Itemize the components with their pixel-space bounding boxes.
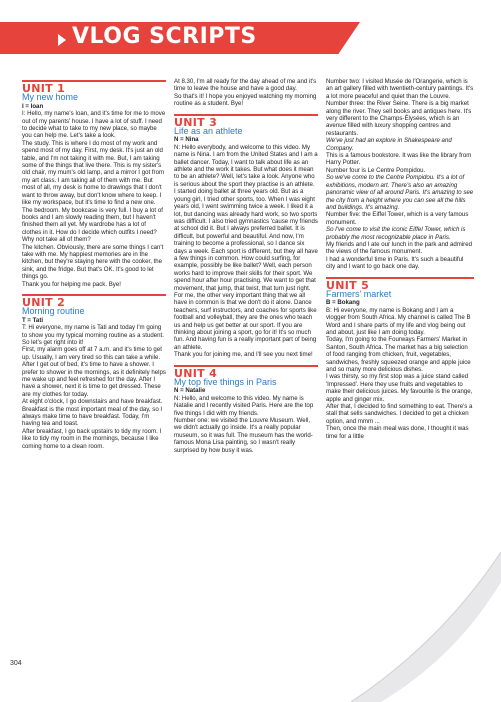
- page-title: VLOG SCRIPTS: [72, 24, 257, 49]
- column-2: [174, 78, 318, 454]
- paragraph: After breakfast, I go back upstairs to tidy my room. I like to tidy my room in the mornings, because I like coming home to a clean room.: [22, 427, 162, 450]
- paragraph: Number four is Le Centre Pompidou.: [326, 166, 426, 174]
- unit-5-speaker: B = Bokang: [326, 299, 360, 307]
- paragraph: Number two: I visited Musée de l'Orangerie, which is an art gallery filled with twentieth-century paintings. It's a lot more peaceful and quiet than the Louvre.: [326, 78, 474, 100]
- paragraph: So we've come to the Centre Pompidou. It's a lot of exhibitions, modern art. There's also an amazing panoramic view of all around Paris. It's amazing to see the city from a height where you can see all the hills and buildings. It's amazing.: [326, 174, 474, 211]
- curl-cover: [351, 552, 501, 702]
- paragraph: Today, I'm going to the Fourways Farmers' Market in Santon, South Africa. The market has a big selection of food ranging from chicken, fruit, vegetables, sandwiches, freshly squeezed orange and apple juice and so many more delicious dishes.: [326, 336, 471, 374]
- paragraph: T: Hi everyone, my name is Tati and today I'm going to show you my typical morning routine as a student. So let's get right into it!: [22, 324, 164, 346]
- paragraph: Number one: we visited the Louvre Museum. Well, we didn't actually go inside. It's a really popular museum, so it was full. The museum has the world-famous Mona Lisa painting, so I wasn't really surprised by how busy it was.: [174, 417, 313, 454]
- paragraph: At eight o'clock, I go downstairs and have breakfast. Breakfast is the most important meal of the day, so I always make time to have breakfast. Today, I'm having tea and toast.: [22, 398, 163, 428]
- unit-4-speaker: N = Natalie: [174, 387, 206, 395]
- page-curl: [351, 542, 501, 702]
- paragraph: The bedroom. My bookcase is very full. I buy a lot of books and I am slowly reading them, but I haven't finished them all yet. My wardrobe has a lot of clothes in it. How do I decide which outfits I need? Why not take all of them?: [22, 206, 163, 244]
- paragraph: So I've come to visit the iconic Eiffel Tower, which is probably the most recognizable place in Paris.: [326, 226, 466, 241]
- page-number: 304: [10, 660, 22, 667]
- paragraph: Thank you for joining me, and I'll see you next time!: [174, 351, 313, 359]
- paragraph: This is a famous bookstore. It was like the library from Harry Potter.: [326, 152, 472, 167]
- unit-5-heading: UNIT 5: [326, 277, 474, 289]
- paragraph: The kitchen. Obviously, there are some things I can't take with me. My happiest memories are in the kitchen, but they're staying here with the cooker, the sink, and the fridge. But that's OK. It's good to let things go.: [22, 243, 164, 281]
- unit-3-speaker: N = Nina: [174, 136, 199, 144]
- paragraph: I: Hello, my name's Ioan, and it's time for me to move out of my parents' house. I have a lot of stuff. I need to decide what to take to my new place, so maybe you can help me. Let's take a look.: [22, 110, 166, 140]
- paragraph: The study. This is where I do most of my work and spend most of my day. First, my desk. It's just an old table, and I'm not taking it with me. But, I am taking some of the things that live there. This is my sister's old chair, my mum's old lamp, and a mirror I got from my art class. I am taking all of them with me. But most of all, my desk is home to drawings that I don't want to throw away, but don't know where to keep. I like my workspace, but it's time to find a new one.: [22, 139, 165, 207]
- unit-2-speaker: T = Tati: [22, 316, 44, 324]
- unit-4-heading: UNIT 4: [174, 365, 318, 377]
- paragraph: B: Hi everyone, my name is Bokang and I am a vlogger from South Africa. My channel is called The B Word and I share parts of my life and vlog being out and about, just like I am doing today.: [326, 306, 471, 336]
- paragraph: First, my alarm goes off at 7 a.m. and it's time to get up. Usually, I am very tired so this can take a while. After I get out of bed, it's time to have a shower. I prefer to shower in the mornings, as it definitely helps me wake up and feel refreshed for the day. After I have a shower, next it is time to get dressed. These are my clothes for today.: [22, 346, 166, 398]
- unit-1-heading: UNIT 1: [22, 80, 166, 92]
- unit-2-heading: UNIT 2: [22, 294, 166, 306]
- paragraph: After that, I decided to find something to eat. There's a stall that sells sandwiches. I decided to get a chicken option, and mmm ...: [326, 403, 473, 425]
- paragraph: For me, the other very important thing that we all have in common is that we don't do it alone. Dance teachers, surf instructors, and coaches for sports like football and volleyball, they are the ones who teach us and help us get better at our sport. If you are thinking about joining a sport, go for it! It's so much fun. And having fun is a really important part of being an athlete.: [174, 291, 317, 351]
- unit-1-subtitle: My new home: [22, 92, 79, 103]
- paragraph: N: Hello everybody, and welcome to this video. My name is Nina. I am from the United States and I am a ballet dancer. Today, I want to talk about life as an athlete and the work it takes. But what does it mean to be an athlete? Well, let's take a look. Anyone who is serious about the sport they practise is an athlete.: [174, 143, 318, 188]
- paragraph: N: Hello, and welcome to this video. My name is Natalie and I recently visited Paris. Here are the top five things I did with my friends.: [174, 394, 314, 417]
- unit-4-subtitle: My top five things in Paris: [174, 377, 277, 388]
- paragraph: So that's it! I hope you enjoyed watching my morning routine as a student. Bye!: [174, 92, 317, 108]
- paragraph: Thank you for helping me pack. Bye!: [22, 280, 121, 288]
- paragraph: Number five: the Eiffel Tower, which is a very famous monument.: [326, 211, 469, 226]
- paragraph: I started doing ballet at three years old. But as a young girl, I tried other sports, too. When I was eight years old, I went swimming twice a week. I liked it a lot, but dancing was already hard work, so two sports was difficult. I also tried gymnastics 'cause my friends at school did it. But I always preferred ballet. It is difficult, but powerful and beautiful. And now, I'm training to become a professional, so I dance six days a week. Each sport is different, but they all have a few things in common. How could surfing, for example, possibly be like ballet? Well, each person works hard to improve their skills for their sport. We spend hour after hour practising. We want to get that movement, that jump, that twist, that turn just right.: [174, 188, 318, 292]
- unit-1-speaker: I = Ioan: [22, 102, 44, 110]
- paragraph: We've just had an explore in Shakespeare and Company.: [326, 137, 452, 152]
- paragraph: At 8.30, I'm all ready for the day ahead of me and it's time to leave the house and have a good day.: [174, 78, 317, 93]
- play-arrow-icon: [58, 34, 66, 46]
- unit-5-subtitle: Farmers' market: [326, 288, 392, 299]
- paragraph: I was thirsty, so my first stop was a juice stand called 'Impressed'. Here they use fruits and vegetables to make their delicious juices. My favourite is the orange, apple and ginger mix.: [326, 373, 473, 403]
- column-1: [22, 78, 166, 450]
- column-3: [326, 78, 474, 440]
- page-banner: [0, 0, 501, 70]
- paragraph: I had a wonderful time in Paris. It's such a beautiful city and I want to go back one day.: [326, 255, 464, 271]
- paragraph: My friends and I ate our lunch in the park and admired the views of the famous monument.: [326, 240, 472, 256]
- paragraph: Number three: the River Seine. There is a big market along the river. They sell books and antiques here. It's very different to the Champs-Élysées, which is an avenue filled with luxury shopping centres and restaurants.: [326, 100, 472, 137]
- unit-3-heading: UNIT 3: [174, 114, 318, 126]
- paragraph: Then, once the main meal was done, I thought it was time for a little: [326, 425, 469, 440]
- unit-2-subtitle: Morning routine: [22, 306, 85, 317]
- unit-3-subtitle: Life as an athlete: [174, 126, 243, 137]
